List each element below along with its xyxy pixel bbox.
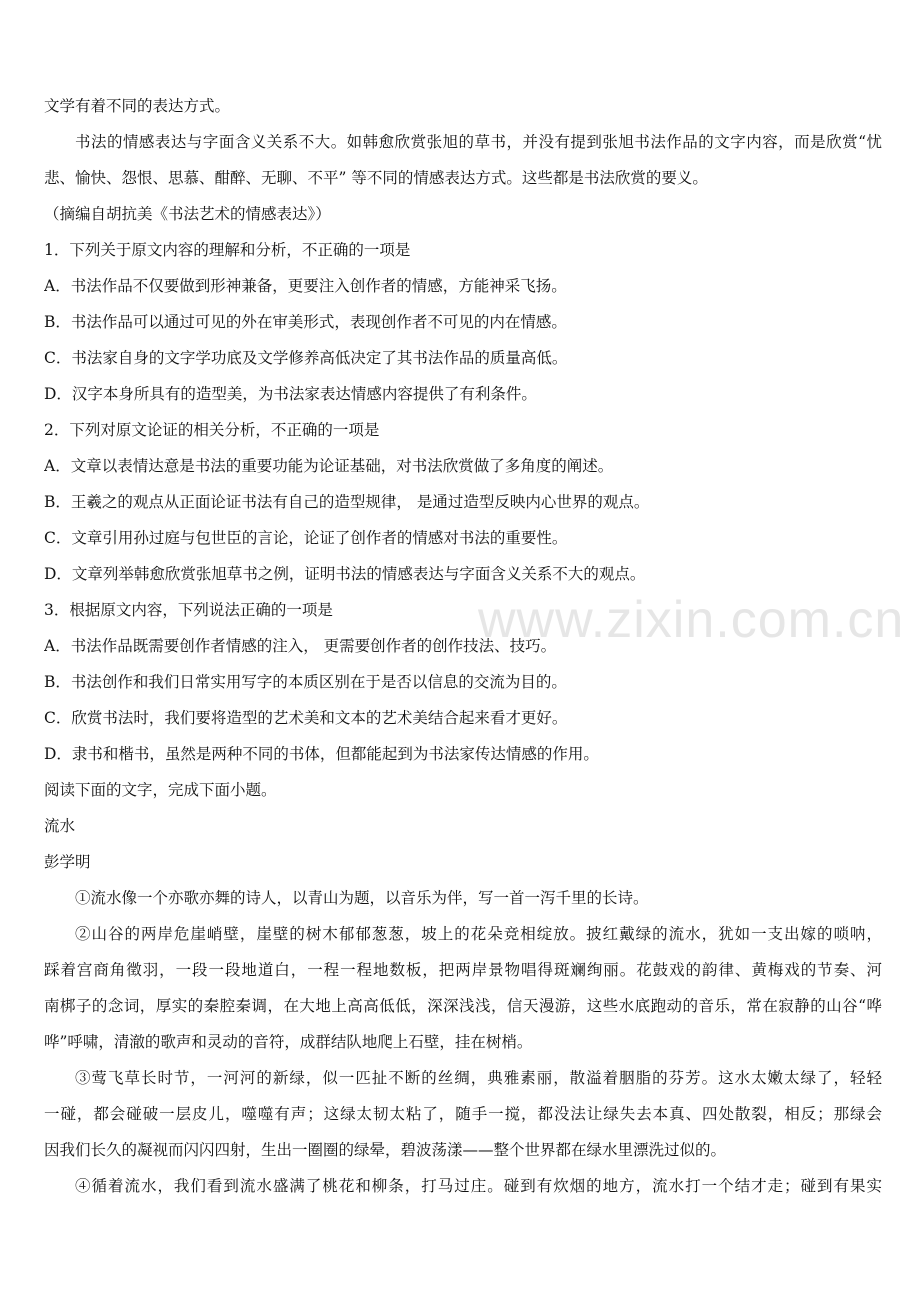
question-option: A．书法作品既需要创作者情感的注入， 更需要创作者的创作技法、技巧。 (44, 637, 557, 655)
essay-paragraph-line: 哗”呼啸，清澈的歌声和灵动的音符，成群结队地爬上石壁，挂在树梢。 (44, 1033, 533, 1051)
reading-prompt: 阅读下面的文字，完成下面小题。 (44, 781, 277, 799)
source-citation: （摘编自胡抗美《书法艺术的情感表达》） (44, 205, 331, 223)
question-option: D．隶书和楷书，虽然是两种不同的书体，但都能起到为书法家传达情感的作用。 (44, 745, 599, 763)
essay-paragraph-line: ③莺飞草长时节，一河河的新绿，似一匹扯不断的丝绸，典雅素丽，散溢着胭脂的芬芳。这水太嫩太绿了，轻轻 (75, 1069, 882, 1087)
essay-paragraph-line: 一碰，都会碰破一层皮儿，噬噬有声；这绿太韧太粘了，随手一搅，都没法让绿失去本真、四处散裂，相反；那绿会 (44, 1105, 882, 1123)
passage-line: 文学有着不同的表达方式。 (44, 97, 231, 115)
question-stem: 3．根据原文内容，下列说法正确的一项是 (44, 601, 333, 619)
essay-paragraph-line: 因我们长久的凝视而闪闪四射，生出一圈圈的绿晕，碧波荡漾——整个世界都在绿水里漂洗过似的。 (44, 1141, 727, 1159)
essay-title: 流水 (44, 817, 76, 835)
question-option: C．文章引用孙过庭与包世臣的言论，论证了创作者的情感对书法的重要性。 (44, 529, 568, 547)
question-stem: 1．下列关于原文内容的理解和分析，不正确的一项是 (44, 241, 411, 259)
question-option: B．王羲之的观点从正面论证书法有自己的造型规律， 是通过造型反映内心世界的观点。 (44, 493, 650, 511)
question-option: B．书法作品可以通过可见的外在审美形式，表现创作者不可见的内在情感。 (44, 313, 567, 331)
document-page (44, 88, 882, 1204)
question-option: D．汉字本身所具有的造型美，为书法家表达情感内容提供了有利条件。 (44, 385, 537, 403)
question-option: B．书法创作和我们日常实用写字的本质区别在于是否以信息的交流为目的。 (44, 673, 567, 691)
watermark: www.zixin.com.cn (478, 591, 905, 649)
essay-author: 彭学明 (44, 853, 91, 871)
essay-paragraph-line: 踩着宫商角徵羽，一段一段地道白，一程一程地数板，把两岸景物唱得斑斓绚丽。花鼓戏的韵律、黄梅戏的节奏、河 (44, 961, 882, 979)
passage-line: 悲、愉快、怨恨、思慕、酣醉、无聊、不平” 等不同的情感表达方式。这些都是书法欣赏的要义。 (44, 169, 708, 187)
essay-paragraph-line: ①流水像一个亦歌亦舞的诗人，以青山为题，以音乐为伴，写一首一泻千里的长诗。 (75, 889, 649, 907)
question-stem: 2．下列对原文论证的相关分析，不正确的一项是 (44, 421, 380, 439)
question-option: A．书法作品不仅要做到形神兼备，更要注入创作者的情感，方能神采飞扬。 (44, 277, 567, 295)
essay-paragraph-line: ②山谷的两岸危崖峭壁，崖壁的树木郁郁葱葱，坡上的花朵竞相绽放。披红戴绿的流水，犹如一支出嫁的唢呐， (75, 925, 882, 943)
passage-line: 书法的情感表达与字面含义关系不大。如韩愈欣赏张旭的草书，并没有提到张旭书法作品的文字内容，而是欣赏“忧 (75, 133, 882, 151)
question-option: D．文章列举韩愈欣赏张旭草书之例，证明书法的情感表达与字面含义关系不大的观点。 (44, 565, 646, 583)
question-option: A．文章以表情达意是书法的重要功能为论证基础，对书法欣赏做了多角度的阐述。 (44, 457, 614, 475)
essay-paragraph-line: 南梆子的念词，厚实的秦腔秦调，在大地上高高低低，深深浅浅，信天漫游，这些水底跑动的音乐，常在寂静的山谷“哗 (44, 997, 882, 1015)
essay-paragraph-line: ④循着流水，我们看到流水盛满了桃花和柳条，打马过庄。碰到有炊烟的地方，流水打一个结才走；碰到有果实 (75, 1177, 882, 1195)
question-option: C．书法家自身的文字学功底及文学修养高低决定了其书法作品的质量高低。 (44, 349, 568, 367)
question-option: C．欣赏书法时，我们要将造型的艺术美和文本的艺术美结合起来看才更好。 (44, 709, 568, 727)
